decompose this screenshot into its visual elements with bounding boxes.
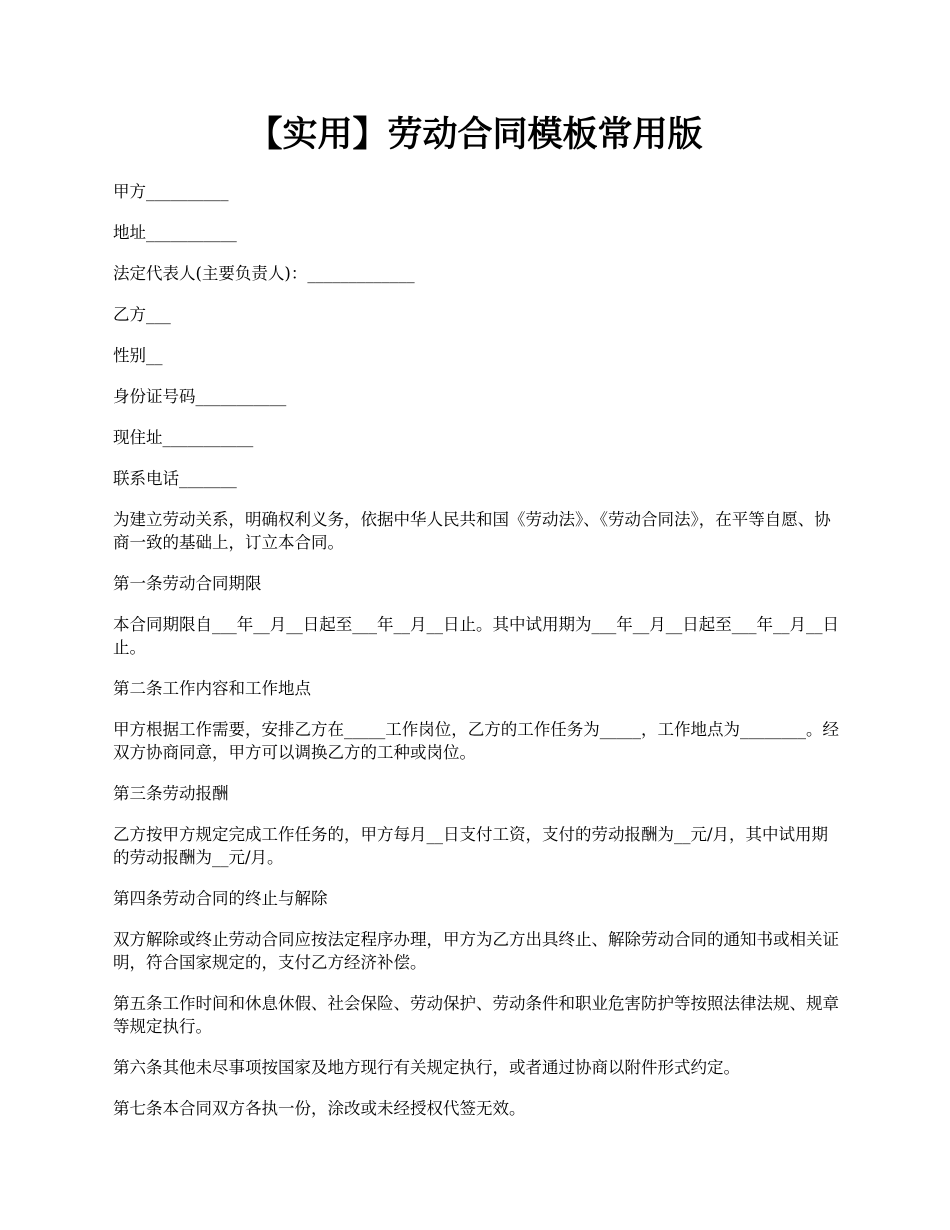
article-2-paragraph: 甲方根据工作需要，安排乙方在_____工作岗位，乙方的工作任务为_____，工作地点为________。经双方协商同意，甲方可以调换乙方的工种或岗位。 — [113, 720, 839, 762]
article-1-heading: 第一条劳动合同期限 — [113, 574, 262, 593]
article-1-paragraph: 本合同期限自___年__月__日起至___年__月__日止。其中试用期为___年__月__日起至___年__月__日止。 — [113, 615, 839, 657]
address-field: 地址___________ — [113, 223, 237, 242]
article-7-paragraph: 第七条本合同双方各执一份，涂改或未经授权代签无效。 — [113, 1099, 526, 1118]
preamble-paragraph: 为建立劳动关系，明确权利义务，依据中华人民共和国《劳动法》、《劳动合同法》，在平等自愿、协商一致的基础上，订立本合同。 — [113, 510, 831, 552]
party-b-field: 乙方___ — [113, 305, 171, 324]
article-4-heading: 第四条劳动合同的终止与解除 — [113, 889, 328, 908]
article-4-paragraph: 双方解除或终止劳动合同应按法定程序办理，甲方为乙方出具终止、解除劳动合同的通知书或相关证明，符合国家规定的，支付乙方经济补偿。 — [113, 930, 839, 972]
gender-field: 性别__ — [113, 346, 163, 365]
phone-field: 联系电话_______ — [113, 469, 237, 488]
article-6-paragraph: 第六条其他未尽事项按国家及地方现行有关规定执行，或者通过协商以附件形式约定。 — [113, 1058, 740, 1077]
id-number-field: 身份证号码___________ — [113, 387, 287, 406]
current-address-field: 现住址___________ — [113, 428, 254, 447]
article-2-heading: 第二条工作内容和工作地点 — [113, 679, 311, 698]
legal-representative-field: 法定代表人(主要负责人)：_____________ — [113, 264, 415, 283]
article-3-heading: 第三条劳动报酬 — [113, 784, 229, 803]
article-5-paragraph: 第五条工作时间和休息休假、社会保险、劳动保护、劳动条件和职业危害防护等按照法律法规、规章等规定执行。 — [113, 994, 839, 1036]
document-title: 【实用】劳动合同模板常用版 — [247, 114, 703, 155]
party-a-field: 甲方__________ — [113, 182, 229, 201]
article-3-paragraph: 乙方按甲方规定完成工作任务的，甲方每月__日支付工资，支付的劳动报酬为__元/月，其中试用期的劳动报酬为__元/月。 — [113, 825, 829, 867]
document-body — [113, 180, 840, 1138]
